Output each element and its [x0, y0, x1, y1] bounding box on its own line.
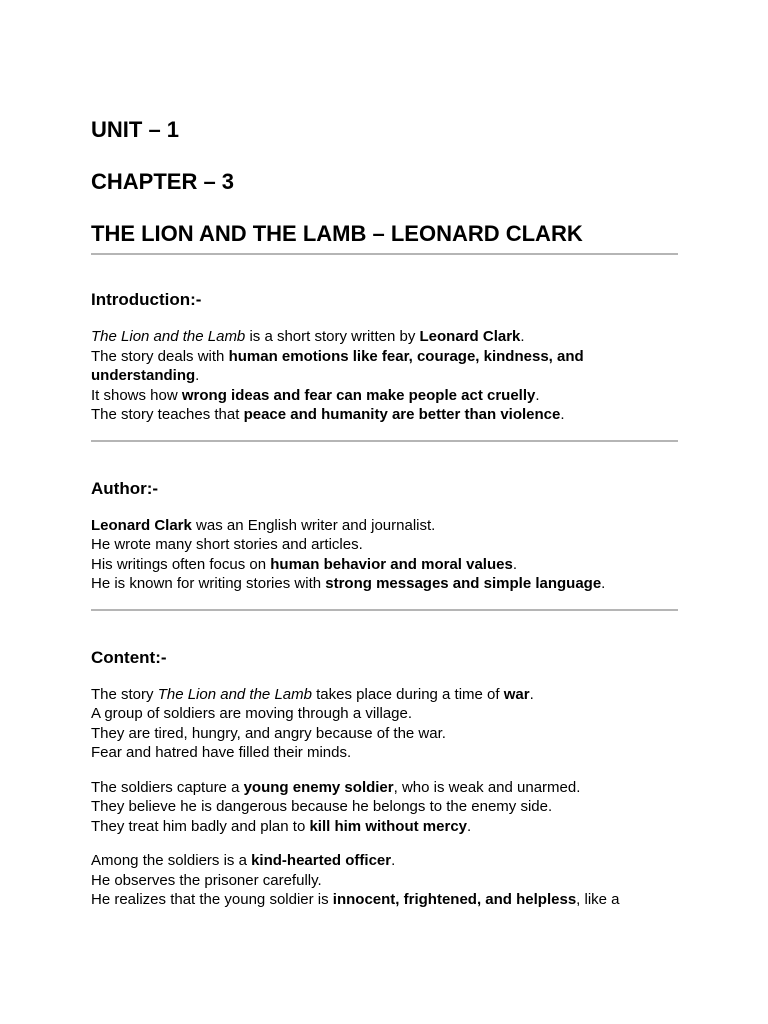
story-title-heading: THE LION AND THE LAMB – LEONARD CLARK — [91, 221, 583, 246]
content-p2-line-1 — [91, 778, 681, 798]
intro-text: . — [195, 367, 200, 384]
author-line-1 — [91, 516, 681, 536]
unit-heading: UNIT – 1 — [91, 117, 180, 142]
content-p3-line-2: He observes the prisoner carefully. — [91, 871, 322, 889]
intro-author-name: Leonard Clark — [419, 328, 521, 345]
author-paragraph — [91, 516, 681, 594]
intro-bold-text: human emotions like fear, courage, kindness, and understanding — [91, 347, 584, 384]
introduction-paragraph — [91, 327, 681, 425]
content-text: The soldiers capture a — [91, 778, 244, 796]
title-divider — [91, 253, 678, 255]
content-text: takes place during a time of — [311, 685, 504, 703]
content-text: The story — [91, 685, 158, 703]
content-p1-line-4: Fear and hatred have filled their minds. — [91, 744, 352, 761]
author-line-2: He wrote many short stories and articles. — [91, 536, 363, 553]
introduction-divider — [91, 440, 678, 442]
intro-line-3 — [91, 386, 681, 406]
content-p3-line-1 — [91, 851, 681, 871]
author-text: . — [512, 555, 517, 573]
content-p1-line-2: A group of soldiers are moving through a village. — [91, 705, 413, 722]
content-text: , like a — [576, 891, 620, 908]
intro-text: is a short story written by — [245, 328, 420, 345]
content-p1-line-1 — [91, 685, 681, 705]
chapter-heading: CHAPTER – 3 — [91, 169, 235, 194]
intro-line-4 — [91, 405, 681, 425]
intro-line-2 — [91, 347, 681, 386]
content-p2-line-3 — [91, 817, 681, 837]
content-bold-text: young enemy soldier — [243, 778, 394, 796]
intro-text: The story deals with — [91, 347, 229, 365]
author-text: His writings often focus on — [91, 555, 271, 573]
intro-text: . — [560, 406, 565, 423]
content-text: Among the soldiers is a — [91, 852, 252, 869]
intro-bold-text: wrong ideas and fear can make people act cruelly — [181, 386, 536, 404]
intro-bold-text: peace and humanity are better than violence — [243, 406, 561, 423]
author-name: Leonard Clark — [91, 516, 192, 534]
content-text: . — [467, 817, 472, 835]
content-paragraph-1 — [91, 685, 681, 763]
content-paragraph-2 — [91, 778, 681, 837]
author-text: . — [601, 575, 606, 592]
intro-text: . — [520, 328, 525, 345]
intro-text: The story teaches that — [91, 406, 244, 423]
content-bold-text: innocent, frightened, and helpless — [332, 891, 577, 908]
content-text: He realizes that the young soldier is — [91, 891, 333, 908]
content-text: . — [529, 685, 534, 703]
content-bold-text: war — [503, 685, 530, 703]
author-text: was an English writer and journalist. — [191, 516, 436, 534]
content-p3-line-3 — [91, 890, 681, 910]
content-text: , who is weak and unarmed. — [393, 778, 581, 796]
content-heading: Content:- — [91, 647, 167, 667]
content-p1-line-3: They are tired, hungry, and angry because of the war. — [91, 724, 446, 742]
intro-text: It shows how — [91, 386, 182, 404]
content-text: . — [391, 852, 396, 869]
author-bold-text: human behavior and moral values — [270, 555, 513, 573]
content-text: They treat him badly and plan to — [91, 817, 310, 835]
author-text: He is known for writing stories with — [91, 575, 326, 592]
author-bold-text: strong messages and simple language — [325, 575, 602, 592]
author-heading: Author:- — [91, 478, 159, 498]
intro-story-name: The Lion and the Lamb — [91, 328, 246, 345]
content-story-name: The Lion and the Lamb — [157, 685, 312, 703]
author-line-3 — [91, 555, 681, 575]
content-p2-line-2: They believe he is dangerous because he belongs to the enemy side. — [91, 798, 553, 815]
intro-line-1 — [91, 327, 681, 347]
author-divider — [91, 609, 678, 611]
content-bold-text: kill him without mercy — [309, 817, 467, 835]
introduction-heading: Introduction:- — [91, 290, 202, 309]
author-line-4 — [91, 574, 681, 594]
intro-text: . — [535, 386, 540, 404]
content-bold-text: kind-hearted officer — [251, 852, 392, 869]
content-paragraph-3 — [91, 851, 681, 910]
